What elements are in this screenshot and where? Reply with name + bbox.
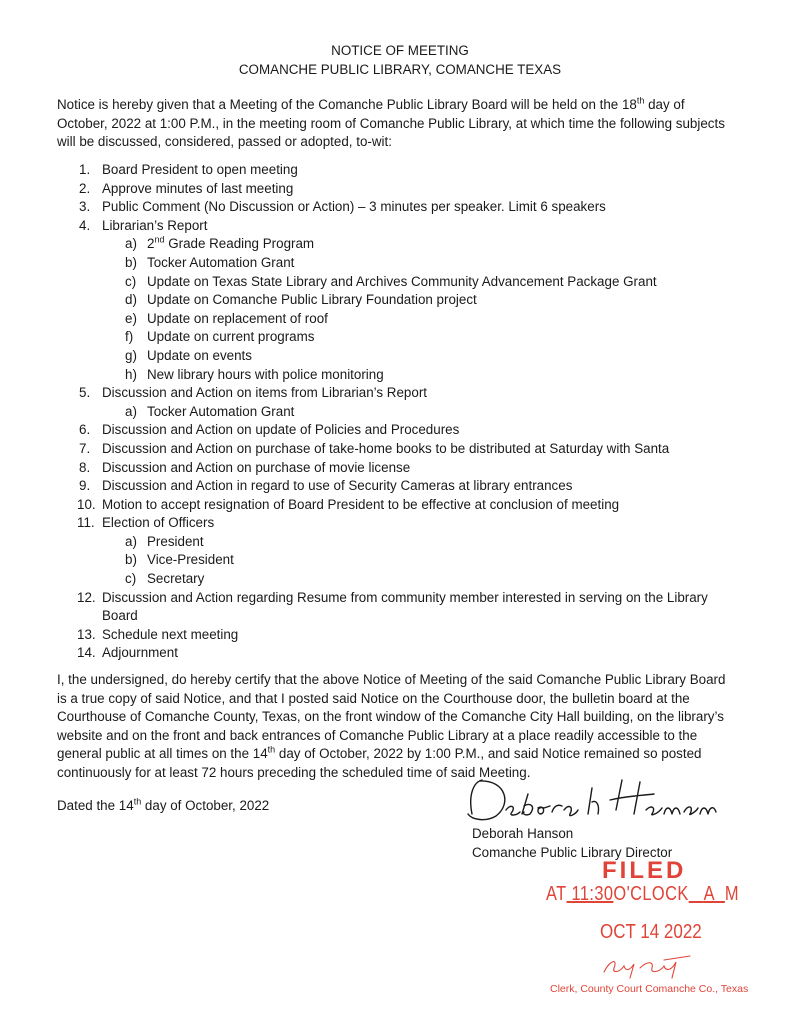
agenda-text: Librarian’s Report xyxy=(102,217,208,233)
agenda-list xyxy=(57,161,757,663)
agenda-subitem xyxy=(57,235,757,254)
agenda-text: Public Comment (No Discussion or Action) – 3 minutes per speaker. Limit 6 speakers xyxy=(102,199,606,215)
page-title xyxy=(0,41,800,79)
agenda-text: Discussion and Action on items from Librarian’s Report xyxy=(102,385,427,401)
agenda-number: 9. xyxy=(79,478,91,494)
agenda-number: 7. xyxy=(79,440,91,456)
agenda-subitem xyxy=(57,347,757,366)
agenda-text: Discussion and Action on purchase of take-home books to be distributed at Saturday with Santa xyxy=(102,440,670,456)
agenda-text: Discussion and Action on update of Policies and Procedures xyxy=(102,422,460,438)
agenda-item xyxy=(57,496,757,515)
subitem-text: Update on Texas State Library and Archives Community Advancement Package Grant xyxy=(147,273,657,289)
stamp-filed-label: FILED xyxy=(602,857,687,884)
agenda-item xyxy=(57,514,757,533)
agenda-number: 12. xyxy=(77,589,96,605)
agenda-subitem xyxy=(57,403,757,422)
intro-text: Notice is hereby given that a Meeting of the Comanche Public Library Board will be held on the 18 xyxy=(57,97,637,112)
stamp-time xyxy=(567,883,614,905)
stamp-time-line xyxy=(546,882,739,906)
subitem-text: Secretary xyxy=(147,571,205,587)
subitem-sup: nd xyxy=(154,234,165,245)
agenda-subitem xyxy=(57,273,757,292)
agenda-item xyxy=(57,626,757,645)
intro-sup: th xyxy=(636,95,645,106)
agenda-text: Schedule next meeting xyxy=(102,626,239,642)
certification-text: website and on the front and back entrances of Comanche Public Library at a place readily accessible to the xyxy=(57,727,698,743)
certification-text: Courthouse of Comanche County, Texas, on the front window of the Comanche City Hall building, on the library’s xyxy=(57,709,724,725)
agenda-subitem xyxy=(57,254,757,273)
dated-text: day of October, 2022 xyxy=(141,798,270,813)
subitem-text: Tocker Automation Grant xyxy=(147,254,295,270)
subitem-letter: e) xyxy=(125,310,137,326)
agenda-subitem xyxy=(57,310,757,329)
subitem-text: Update on Comanche Public Library Foundation project xyxy=(147,292,477,308)
subitem-text: Vice-President xyxy=(147,552,234,568)
filed-stamp xyxy=(520,858,780,1008)
subitem-letter: a) xyxy=(125,533,137,549)
agenda-text: Discussion and Action in regard to use of Security Cameras at library entrances xyxy=(102,478,573,494)
subitem-letter: c) xyxy=(125,571,137,587)
stamp-ampm-value: A xyxy=(703,883,715,905)
subitem-text: Tocker Automation Grant xyxy=(147,403,295,419)
certification-paragraph xyxy=(57,671,757,783)
stamp-clerk-line: Clerk, County Court Comanche Co., Texas xyxy=(550,983,749,995)
handwritten-signature xyxy=(458,774,718,830)
agenda-text: Election of Officers xyxy=(102,515,215,531)
certification-text: is a true copy of said Notice, and that I posted said Notice on the Courthouse door, the bulletin board at the xyxy=(57,690,690,706)
agenda-item xyxy=(57,217,757,236)
subitem-text: President xyxy=(147,533,204,549)
agenda-number: 10. xyxy=(77,496,96,512)
agenda-text: Approve minutes of last meeting xyxy=(102,180,294,196)
dated-sup: th xyxy=(133,796,142,807)
agenda-text: Adjournment xyxy=(102,645,178,661)
intro-text: October, 2022 at 1:00 P.M., in the meeting room of Comanche Public Library, at which time the following subjects xyxy=(57,115,725,131)
agenda-number: 14. xyxy=(77,645,96,661)
subitem-letter: b) xyxy=(125,552,137,568)
agenda-item xyxy=(57,180,757,199)
subitem-letter: d) xyxy=(125,292,137,308)
subitem-letter: c) xyxy=(125,273,137,289)
agenda-subitem xyxy=(57,533,757,552)
signer-title: Comanche Public Library Director xyxy=(472,844,673,860)
agenda-item-continuation: Board xyxy=(102,608,138,624)
agenda-number: 8. xyxy=(79,459,91,475)
agenda-number: 4. xyxy=(79,217,91,233)
agenda-text: Motion to accept resignation of Board President to be effective at conclusion of meeting xyxy=(102,496,620,512)
agenda-number: 5. xyxy=(79,385,91,401)
stamp-ampm xyxy=(689,883,725,905)
agenda-number: 3. xyxy=(79,199,91,215)
dated-text: Dated the 14 xyxy=(57,798,134,813)
title-line-1: NOTICE OF MEETING xyxy=(331,43,469,58)
stamp-m: M xyxy=(724,883,739,905)
agenda-item xyxy=(57,459,757,478)
stamp-time-value: 11:30 xyxy=(571,883,614,905)
agenda-text: Discussion and Action regarding Resume from community member interested in serving on the Library xyxy=(102,589,708,605)
certification-text: day of October, 2022 by 1:00 P.M., and said Notice remained so posted xyxy=(275,746,702,762)
stamp-at-label: AT xyxy=(546,883,567,905)
agenda-number: 1. xyxy=(79,162,91,177)
subitem-text: Update on replacement of roof xyxy=(147,310,328,326)
signer-name: Deborah Hanson xyxy=(472,826,574,841)
intro-text: day of xyxy=(644,97,685,112)
dated-line xyxy=(57,797,269,816)
agenda-item xyxy=(57,421,757,440)
agenda-subitem xyxy=(57,291,757,310)
agenda-number: 6. xyxy=(79,422,91,438)
subitem-letter: a) xyxy=(125,403,137,419)
certification-text: I, the undersigned, do hereby certify that the above Notice of Meeting of the said Comanche Public Library Board xyxy=(57,672,726,687)
subitem-text: Grade Reading Program xyxy=(164,236,315,252)
stamp-date: OCT 14 2022 xyxy=(600,921,702,943)
certification-sup: th xyxy=(267,744,276,755)
subitem-letter: h) xyxy=(125,366,137,382)
agenda-item xyxy=(57,644,757,663)
agenda-item xyxy=(57,161,757,180)
agenda-subitem xyxy=(57,570,757,589)
agenda-item xyxy=(57,477,757,496)
agenda-subitem xyxy=(57,328,757,347)
stamp-oclock: O'CLOCK xyxy=(613,883,689,905)
agenda-number: 11. xyxy=(77,515,95,531)
subitem-text: Update on current programs xyxy=(147,329,315,345)
intro-paragraph xyxy=(57,96,757,152)
agenda-item xyxy=(57,589,757,608)
subitem-letter: g) xyxy=(125,347,137,363)
agenda-item xyxy=(57,198,757,217)
agenda-number: 13. xyxy=(77,626,96,642)
agenda-text: Discussion and Action on purchase of movie license xyxy=(102,459,411,475)
subitem-text: New library hours with police monitoring xyxy=(147,366,384,382)
subitem-text: 2 xyxy=(147,236,155,252)
intro-text: will be discussed, considered, passed or adopted, to-wit: xyxy=(57,134,392,150)
title-line-2: COMANCHE PUBLIC LIBRARY, COMANCHE TEXAS xyxy=(238,62,562,77)
agenda-text: Board President to open meeting xyxy=(102,162,298,177)
agenda-item xyxy=(57,384,757,403)
subitem-letter: b) xyxy=(125,254,137,270)
certification-text: continuously for at least 72 hours preceding the scheduled time of said Meeting. xyxy=(57,764,531,780)
subitem-text: Update on events xyxy=(147,347,252,363)
agenda-subitem xyxy=(57,551,757,570)
agenda-number: 2. xyxy=(79,180,91,196)
clerk-signature xyxy=(600,954,696,982)
subitem-letter: f) xyxy=(125,329,134,345)
certification-text: general public at all times on the 14 xyxy=(57,746,268,762)
subitem-letter: a) xyxy=(125,236,137,252)
agenda-subitem xyxy=(57,366,757,385)
agenda-item xyxy=(57,440,757,459)
